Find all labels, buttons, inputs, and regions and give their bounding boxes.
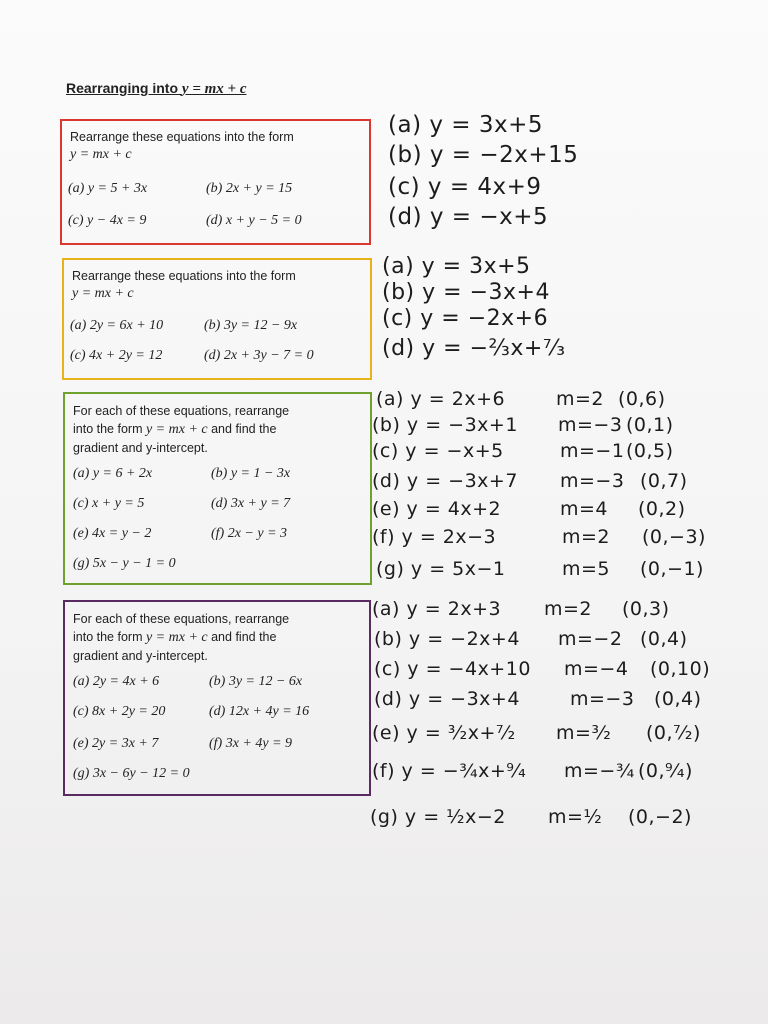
box-3-item-d: (d) 3x + y = 7 — [211, 496, 291, 511]
box-1-instruction-text: Rearrange these equations into the form — [70, 130, 294, 144]
box-2-item-b: (b) 3y = 12 − 9x — [204, 318, 298, 333]
box-2-instruction-text: Rearrange these equations into the form — [72, 269, 296, 283]
box-1-item-c: (c) y − 4x = 9 — [68, 213, 147, 228]
box-3-item-g: (g) 5x − y − 1 = 0 — [73, 556, 176, 571]
exercise-box-3 — [63, 392, 372, 585]
box-1-instruction-math: y = mx + c — [70, 147, 132, 162]
box-3-instruction-line-3: gradient and y-intercept. — [73, 441, 208, 455]
answer-3d: (d) y = −3x+7 m=−3 (0,7) — [372, 470, 688, 492]
box-3-item-b: (b) y = 1 − 3x — [211, 466, 291, 481]
answer-2a: (a) y = 3x+5 — [382, 254, 531, 279]
answer-2b: (b) y = −3x+4 — [382, 280, 550, 305]
box-1-item-b: (b) 2x + y = 15 — [206, 181, 293, 196]
answer-4a: (a) y = 2x+3 m=2 (0,3) — [372, 598, 670, 620]
title-text: Rearranging into — [66, 80, 182, 96]
box-4-item-b: (b) 3y = 12 − 6x — [209, 674, 303, 689]
answer-4d: (d) y = −3x+4 m=−3 (0,4) — [374, 688, 702, 710]
box-4-item-g: (g) 3x − 6y − 12 = 0 — [73, 766, 190, 781]
answer-2d: (d) y = −⅔x+⁷⁄₃ — [382, 336, 566, 361]
box-4-item-c: (c) 8x + 2y = 20 — [73, 704, 166, 719]
answer-3a: (a) y = 2x+6 m=2 (0,6) — [376, 388, 666, 410]
answer-4f: (f) y = −¾x+⁹⁄₄ m=−¾ (0,⁹⁄₄) — [372, 760, 693, 782]
answer-2c: (c) y = −2x+6 — [382, 306, 549, 331]
exercise-box-2 — [62, 258, 372, 380]
answer-4e: (e) y = ³⁄₂x+⁷⁄₂ m=³⁄₂ (0,⁷⁄₂) — [372, 722, 701, 744]
answer-1a: (a) y = 3x+5 — [388, 112, 544, 138]
worksheet-title — [66, 80, 246, 98]
answer-4c: (c) y = −4x+10 m=−4 (0,10) — [374, 658, 711, 680]
answer-1c: (c) y = 4x+9 — [388, 174, 542, 200]
box-2-item-a: (a) 2y = 6x + 10 — [70, 318, 164, 333]
box-3-item-c: (c) x + y = 5 — [73, 496, 145, 511]
box-3-instruction — [73, 402, 362, 457]
box-2-instruction-math: y = mx + c — [72, 286, 134, 301]
box-4-instruction-line-2: into the form y = mx + c and find the — [73, 630, 277, 645]
answer-1d: (d) y = −x+5 — [388, 204, 549, 230]
answer-3e: (e) y = 4x+2 m=4 (0,2) — [372, 498, 686, 520]
box-2-item-d: (d) 2x + 3y − 7 = 0 — [204, 348, 314, 363]
answer-4b: (b) y = −2x+4 m=−2 (0,4) — [374, 628, 688, 650]
answer-1b: (b) y = −2x+15 — [388, 142, 579, 168]
title-math: y = mx + c — [181, 81, 247, 97]
box-3-item-f: (f) 2x − y = 3 — [211, 526, 288, 541]
box-1-item-d: (d) x + y − 5 = 0 — [206, 213, 302, 228]
answer-3b: (b) y = −3x+1 m=−3 (0,1) — [372, 414, 674, 436]
exercise-box-1 — [60, 119, 371, 245]
box-2-item-c: (c) 4x + 2y = 12 — [70, 348, 163, 363]
box-1-item-a: (a) y = 5 + 3x — [68, 181, 148, 196]
box-4-instruction-line-1: For each of these equations, rearrange — [73, 612, 290, 626]
box-4-item-f: (f) 3x + 4y = 9 — [209, 736, 293, 751]
box-4-instruction-line-3: gradient and y-intercept. — [73, 649, 208, 663]
box-2-instruction — [72, 267, 362, 303]
answer-3f: (f) y = 2x−3 m=2 (0,−3) — [372, 526, 706, 548]
box-4-item-e: (e) 2y = 3x + 7 — [73, 736, 159, 751]
answer-4g: (g) y = ½x−2 m=½ (0,−2) — [370, 806, 692, 828]
box-4-instruction — [73, 610, 361, 665]
box-1-instruction — [70, 128, 361, 164]
box-4-item-a: (a) 2y = 4x + 6 — [73, 674, 160, 689]
box-3-instruction-line-2: into the form y = mx + c and find the — [73, 422, 277, 437]
box-3-item-e: (e) 4x = y − 2 — [73, 526, 152, 541]
box-4-item-d: (d) 12x + 4y = 16 — [209, 704, 310, 719]
box-3-item-a: (a) y = 6 + 2x — [73, 466, 153, 481]
answer-3c: (c) y = −x+5 m=−1(0,5) — [372, 440, 674, 462]
exercise-box-4 — [63, 600, 371, 796]
box-3-instruction-line-1: For each of these equations, rearrange — [73, 404, 290, 418]
answer-3g: (g) y = 5x−1 m=5 (0,−1) — [376, 558, 704, 580]
